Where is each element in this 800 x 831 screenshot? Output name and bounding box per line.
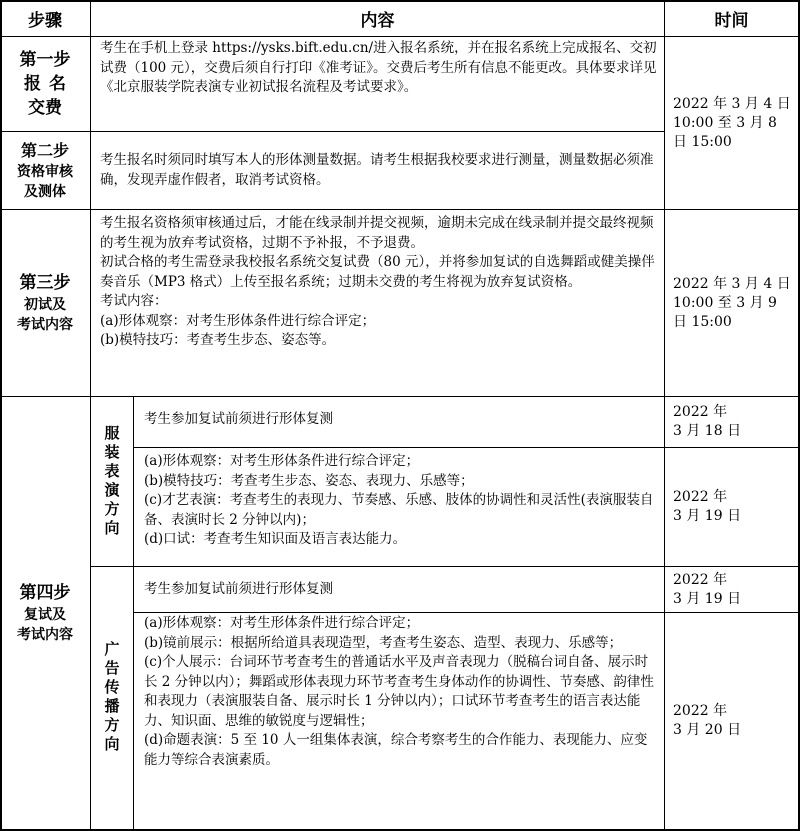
fashion-row1-content: 考生参加复试前须进行形体复测	[144, 411, 333, 427]
step3-title: 第三步	[19, 273, 71, 293]
step2-title: 第二步	[20, 141, 69, 160]
ad-row2-content: (a)形体观察：对考生形体条件进行综合评定； (b)镜前展示：根据所给道具表现造型，考查考生姿态、造型、表现力、乐感等； (c)个人展示：台词环节考查考生的普通话水平及声音表现力（脱稿台词自备、展示时长 2 分钟以内）；舞蹈或形体表现力环节考查考生身体动作的协调性、节奏感、韵律性和表现力（表演服装自备、展示时长 1 分钟以内）；口试环节考查考生的语言表达能力、知识面、思维的敏锐度与逻辑性； (d)命题表演：5 至 10 人一组集体表演，综合考察考生的合作能力、表现能力、应变能力等综合表演素质。	[144, 615, 654, 768]
header-step: 步骤	[28, 10, 62, 31]
step3-time: 2022 年 3 月 4 日 10:00 至 3 月 9 日 15:00	[673, 275, 791, 330]
fashion-row1-time: 2022 年 3 月 18 日	[673, 404, 742, 439]
step1-label	[0, 37, 90, 131]
ad-row2-time: 2022 年 3 月 20 日	[673, 703, 742, 738]
step1-sub1: 报名	[24, 74, 74, 94]
fashion-direction-label: 服装表演方向	[102, 424, 121, 539]
ad-direction-label: 广告传播方向	[102, 641, 121, 755]
ad-row1-time: 2022 年 3 月 19 日	[673, 571, 742, 607]
step3-sub1: 初试及	[24, 297, 66, 313]
step1-sub2: 交费	[28, 98, 62, 118]
step2-label	[0, 132, 90, 209]
step2-content: 考生报名时须同时填写本人的形体测量数据。请考生根据我校要求进行测量，测量数据必须准确，发现弄虚作假者，取消考试资格。	[100, 152, 654, 188]
header-time: 时间	[714, 10, 749, 31]
step3-content: 考生报名资格须审核通过后，才能在线录制并提交视频，逾期未完成在线录制并提交最终视频的考生视为放弃考试资格，过期不予补报，不予退费。 初试合格的考生需登录我校报名系统交复试费（80 元），并将参加复试的自选舞蹈或健美操伴奏音乐（MP3 格式）上传至报名系统；过期未交费的考生将视为放弃复试资格。 考试内容： (a)形体观察：对考生形体条件进行综合评定； (b)模特技巧：考查考生步态、姿态等。	[100, 215, 655, 348]
column-divider-direction	[133, 396, 134, 831]
step3-sub2: 考试内容	[17, 317, 73, 333]
fashion-row2-time: 2022 年 3 月 19 日	[673, 489, 742, 524]
step4-title: 第四步	[19, 583, 71, 603]
step2-sub2: 及测体	[24, 184, 66, 200]
step1-2-time: 2022 年 3 月 4 日 10:00 至 3 月 8 日 15:00	[673, 95, 791, 150]
step1-content: 考生在手机上登录 https://ysks.bift.edu.cn/进入报名系统，并在报名系统上完成报名、交初试费（100 元），交费后须自行打印《准考证》。交费后考生所有信息不能更改。具体要求详见《北京服装学院表演专业初试报名流程及考试要求》。	[100, 40, 657, 95]
fashion-row2-content: (a)形体观察：对考生形体条件进行综合评定； (b)模特技巧：考查考生步态、姿态、表现力、乐感等； (c)才艺表演：考查考生的表现力、节奏感、乐感、肢体的协调性和灵活性(表演服装自备、表演时长 2 分钟以内)； (d)口试：考查考生知识面及语言表达能力。	[144, 453, 654, 547]
step4-sub2: 考试内容	[17, 627, 73, 643]
header-content: 内容	[360, 10, 395, 31]
step3-label	[0, 210, 90, 396]
step2-sub1: 资格审核	[17, 164, 73, 180]
step4-sub1: 复试及	[24, 607, 66, 623]
row-divider-step1	[0, 131, 664, 132]
step4-label	[0, 397, 90, 829]
ad-row1-content: 考生参加复试前须进行形体复测	[144, 581, 333, 597]
step1-title: 第一步	[19, 50, 71, 70]
